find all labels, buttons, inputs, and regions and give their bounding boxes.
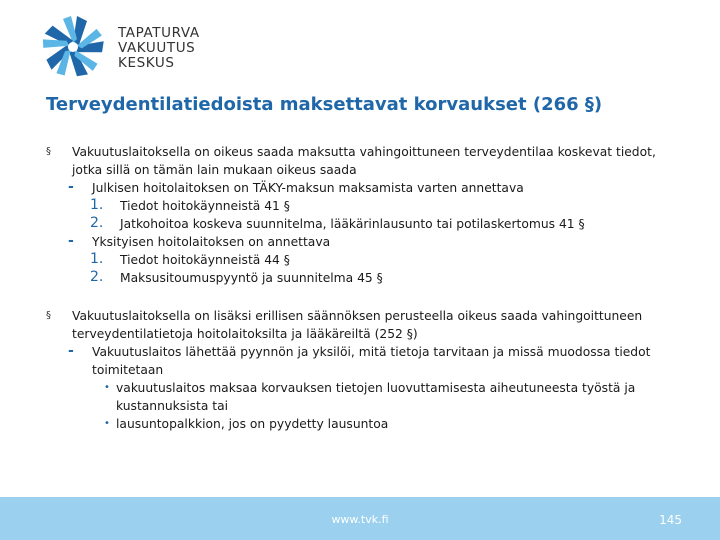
list-item-text: Tiedot hoitokäynneistä 44 § (120, 253, 290, 267)
list-item (46, 379, 686, 415)
section-1-sub-1-text: Julkisen hoitolaitoksen on TÄKY-maksun maksamista varten annettava (92, 181, 524, 195)
section-1-text: Vakuutuslaitoksella on oikeus saada maksutta vahingoittuneen terveydentilaa koskevat tiedot, jotka sillä on tämän lain mukaan oikeus saada (72, 145, 656, 177)
list-number: 1. (90, 251, 104, 267)
logo-line-3: KESKUS (118, 55, 175, 71)
star-logo-icon (40, 14, 106, 80)
footer-bar (0, 497, 720, 540)
section-1-sub-2 (46, 233, 686, 251)
bullet-dot-icon: • (104, 418, 110, 429)
list-item-text: Jatkohoitoa koskeva suunnitelma, lääkärinlausunto tai potilaskertomus 41 § (120, 217, 585, 231)
list-number: 2. (90, 215, 104, 231)
bullet-dot-icon: • (104, 382, 110, 393)
logo-line-1: TAPATURVA (118, 25, 200, 41)
slide-content (46, 143, 686, 433)
list-number: 2. (90, 269, 104, 285)
list-number: 1. (90, 197, 104, 213)
logo-text (118, 26, 200, 71)
list-item (46, 197, 686, 215)
section-2-sub-1 (46, 343, 686, 379)
logo (40, 14, 220, 78)
dash-icon: - (68, 343, 74, 359)
section-1-bullet (46, 143, 686, 179)
dash-icon: - (68, 233, 74, 249)
list-item-text: Maksusitoumuspyyntö ja suunnitelma 45 § (120, 271, 383, 285)
section-2-sub-1-text: Vakuutuslaitos lähettää pyynnön ja yksilöi, mitä tietoja tarvitaan ja missä muodossa tiedot toimitetaan (92, 345, 651, 377)
list-item (46, 269, 686, 287)
list-item (46, 251, 686, 269)
section-2-text: Vakuutuslaitoksella on lisäksi erillisen säännöksen perusteella oikeus saada vahingoittuneen terveydentilatietoja hoitolaitoksilta ja lääkäreiltä (252 §) (72, 309, 643, 341)
list-item-text: Tiedot hoitokäynneistä 41 § (120, 199, 290, 213)
list-item-text: lausuntopalkkion, jos on pyydetty lausuntoa (116, 417, 389, 431)
list-item (46, 215, 686, 233)
list-item (46, 415, 686, 433)
section-bullet-icon: § (46, 310, 51, 321)
section-bullet-icon: § (46, 146, 51, 157)
section-1-sub-2-text: Yksityisen hoitolaitoksen on annettava (92, 235, 331, 249)
list-item-text: vakuutuslaitos maksaa korvauksen tietojen luovuttamisesta aiheutuneesta työstä ja kustannuksista tai (116, 381, 636, 413)
dash-icon: - (68, 179, 74, 195)
page-number: 145 (659, 513, 682, 527)
footer-url: www.tvk.fi (331, 513, 389, 526)
logo-line-2: VAKUUTUS (118, 40, 196, 56)
section-2-bullet (46, 307, 686, 343)
section-1-sub-1 (46, 179, 686, 197)
page-title: Terveydentilatiedoista maksettavat korvaukset (266 §) (46, 94, 603, 115)
